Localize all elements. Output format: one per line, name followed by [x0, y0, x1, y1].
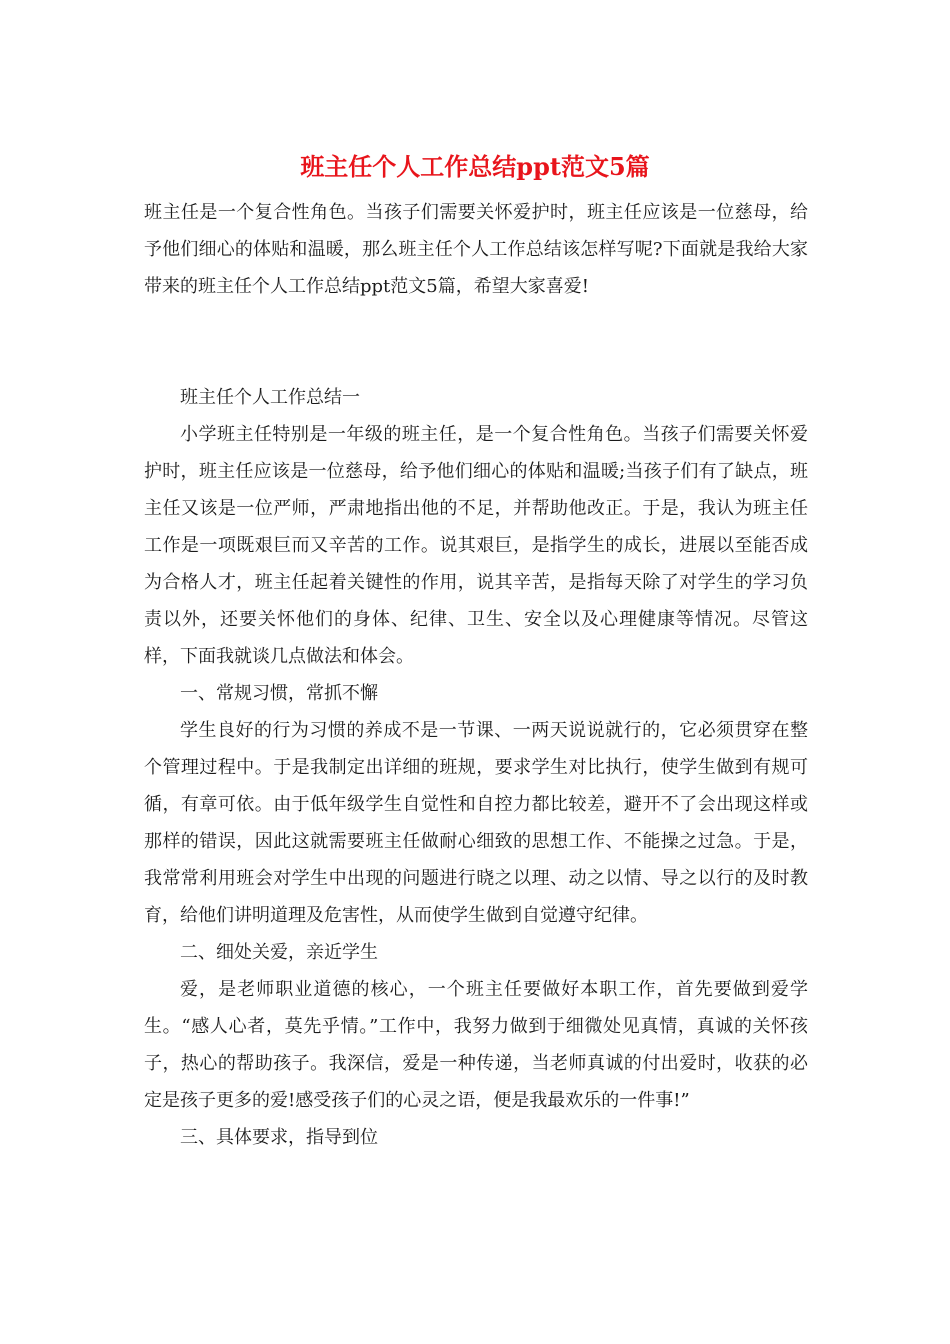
body-paragraph: 小学班主任特别是一年级的班主任，是一个复合性角色。当孩子们需要关怀爱护时，班主任应该是一位慈母，给予他们细心的体贴和温暖;当孩子们有了缺点，班主任又该是一位严师，严肃地指出他的不足，并帮助他改正。于是，我认为班主任工作是一项既艰巨而又辛苦的工作。说其艰巨，是指学生的成长，进展以至能否成为合格人才，班主任起着关键性的作用，说其辛苦，是指每天除了对学生的学习负责以外，还要关怀他们的身体、纪律、卫生、安全以及心理健康等情况。尽管这样，下面我就谈几点做法和体会。	[144, 424, 808, 667]
paragraph-spacer	[144, 305, 808, 379]
document-title: 班主任个人工作总结ppt范文5篇	[300, 152, 650, 181]
intro-paragraph: 班主任是一个复合性角色。当孩子们需要关怀爱护时，班主任应该是一位慈母，给予他们细心的体贴和温暖，那么班主任个人工作总结该怎样写呢?下面就是我给大家带来的班主任个人工作总结ppt范文5篇，希望大家喜爱!	[144, 202, 808, 297]
body-paragraph: 学生良好的行为习惯的养成不是一节课、一两天说说就行的，它必须贯穿在整个管理过程中。于是我制定出详细的班规，要求学生对比执行，使学生做到有规可循，有章可依。由于低年级学生自觉性和自控力都比较差，避开不了会出现这样或那样的错误，因此这就需要班主任做耐心细致的思想工作、不能操之过急。于是，我常常利用班会对学生中出现的问题进行晓之以理、动之以情、导之以行的及时教育，给他们讲明道理及危害性，从而使学生做到自觉遵守纪律。	[144, 720, 808, 926]
point-heading: 二、细处关爱，亲近学生	[180, 942, 378, 963]
point-heading: 三、具体要求，指导到位	[180, 1127, 378, 1148]
point-heading: 一、常规习惯，常抓不懈	[180, 683, 378, 704]
body-paragraph: 爱，是老师职业道德的核心，一个班主任要做好本职工作，首先要做到爱学生。“感人心者，莫先乎情。”工作中，我努力做到于细微处见真情，真诚的关怀孩子，热心的帮助孩子。我深信，爱是一种传递，当老师真诚的付出爱时，收获的必定是孩子更多的爱!感受孩子们的心灵之语，便是我最欢乐的一件事!”	[144, 979, 808, 1111]
document-body	[144, 194, 808, 1156]
section-heading: 班主任个人工作总结一	[180, 387, 360, 408]
